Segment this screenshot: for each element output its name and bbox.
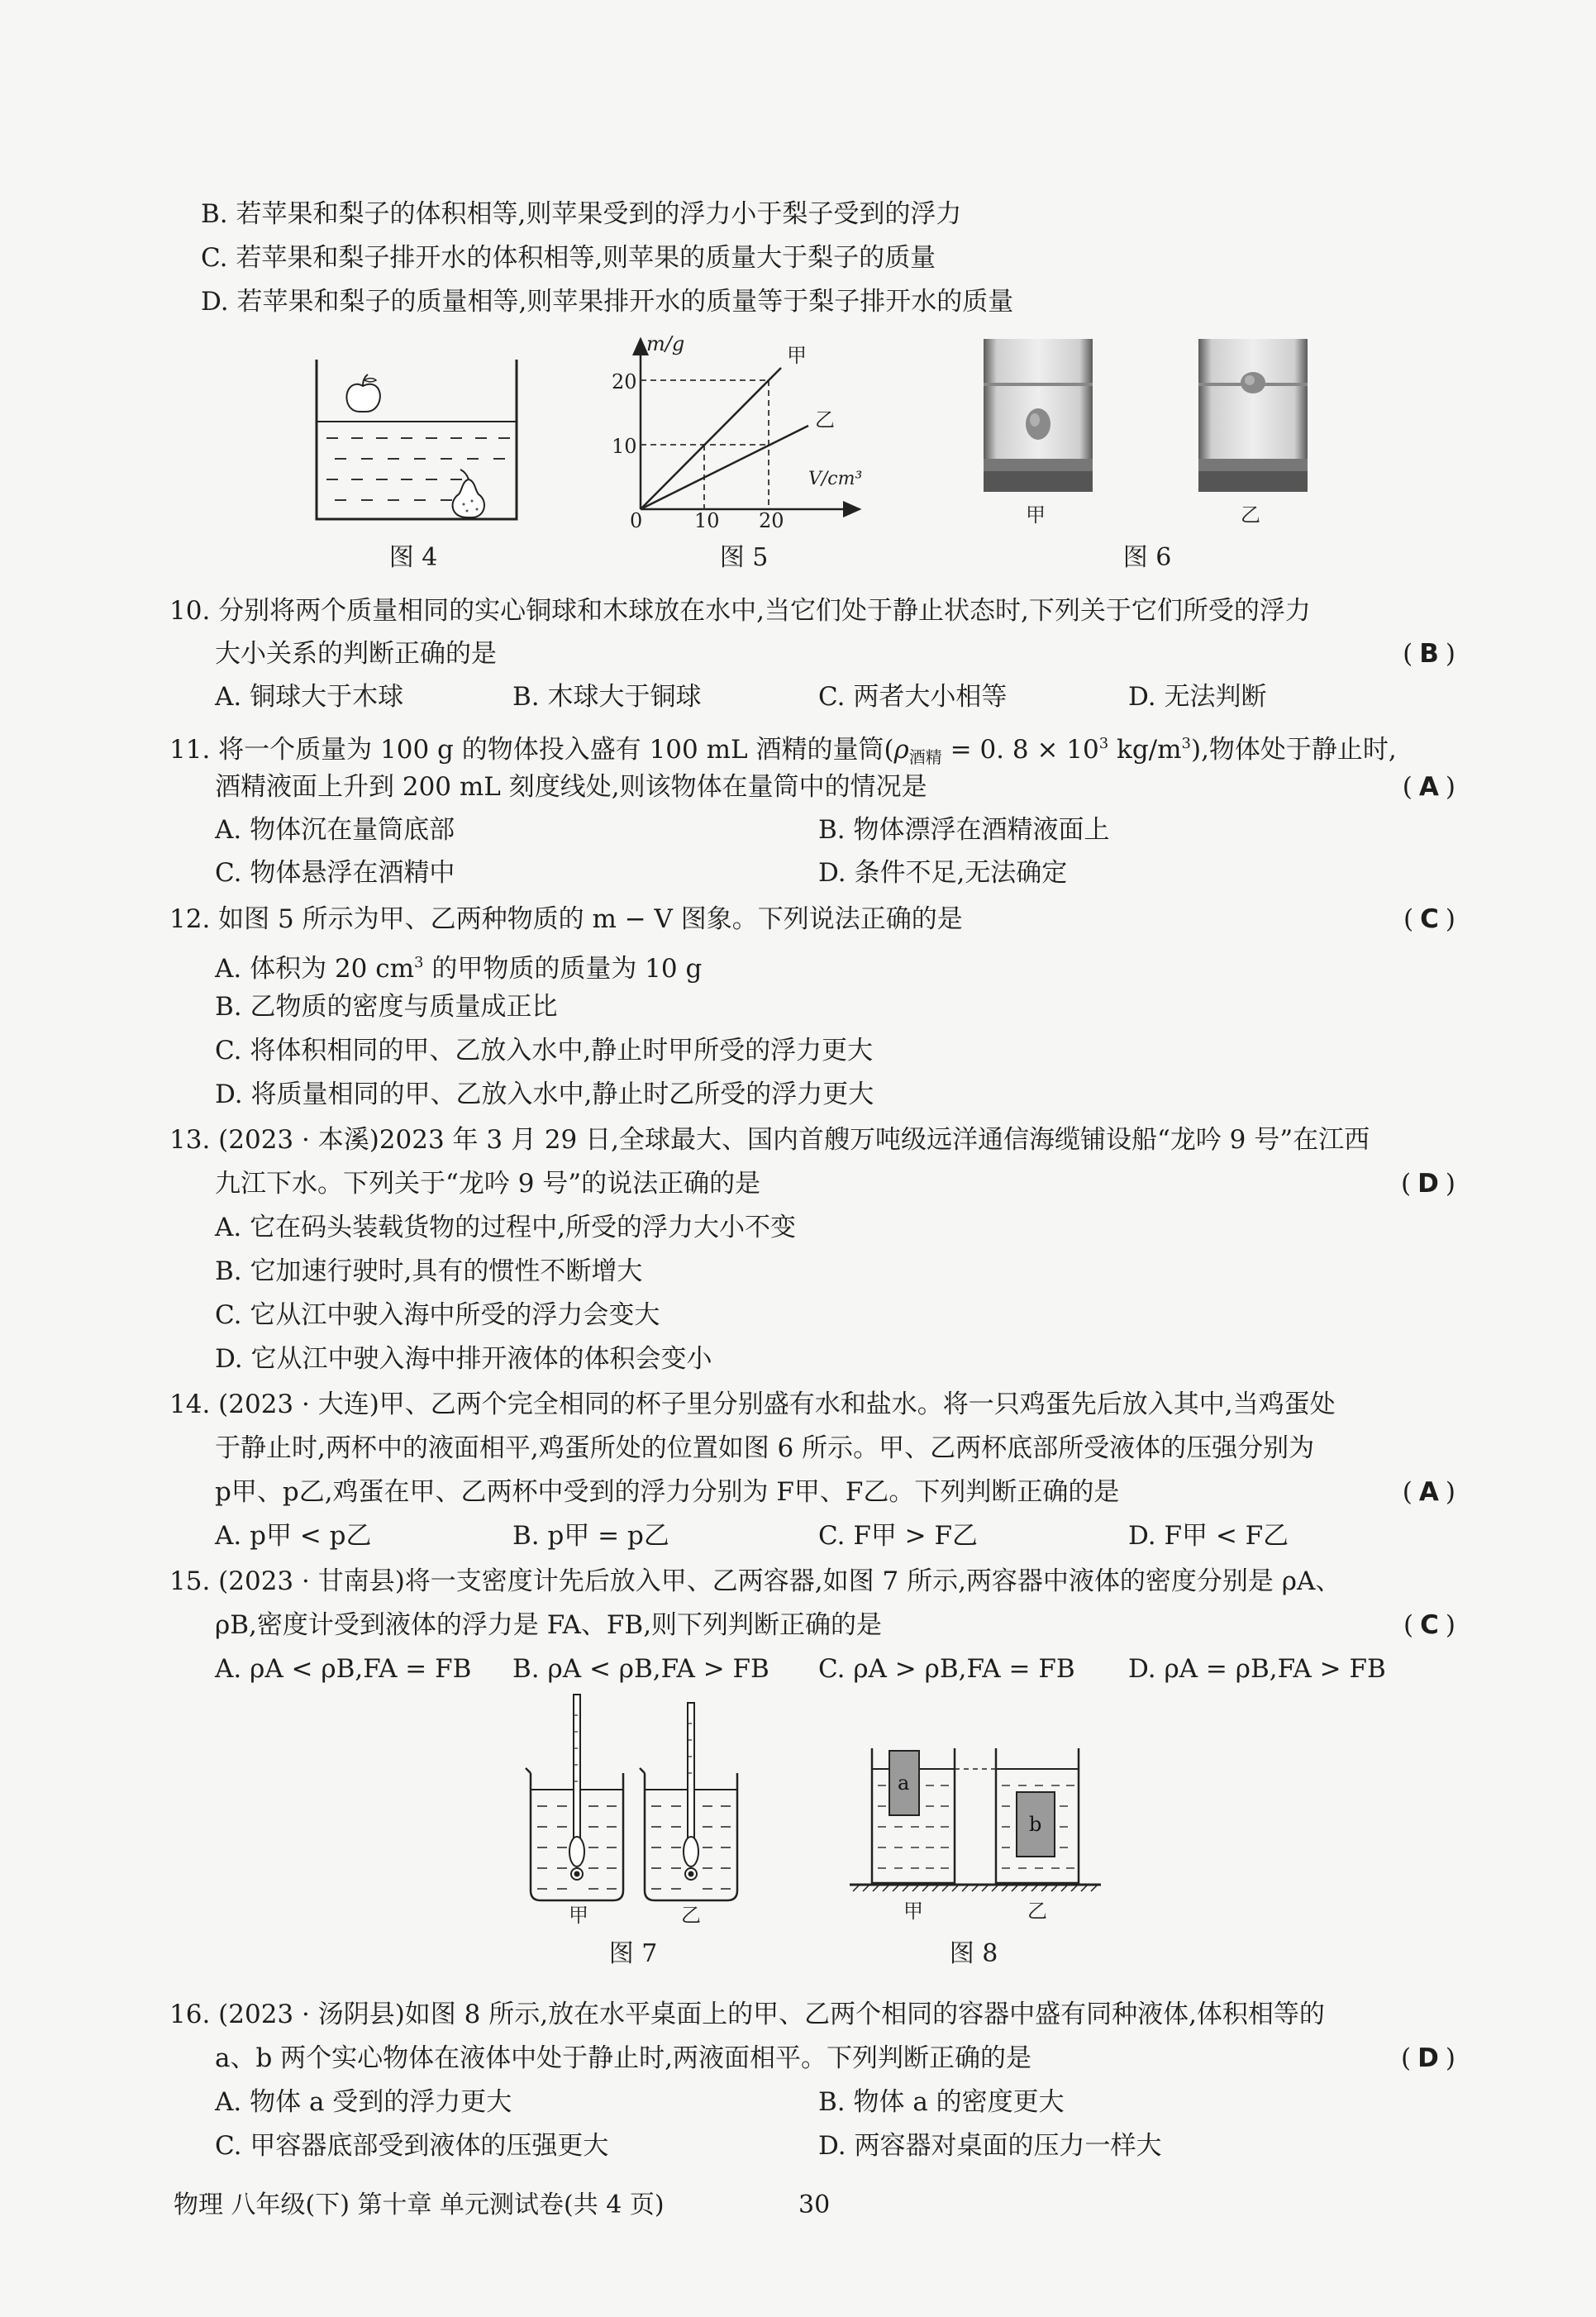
q16-stem-1: 16. (2023 · 汤阴县)如图 8 所示,放在水平桌面上的甲、乙两个相同的容器中盛有同种液体,体积相等的: [169, 2000, 1325, 2029]
q10-option-b: B. 木球大于铜球: [512, 682, 702, 712]
beaker-yi: [640, 1703, 737, 1900]
q15-stem-2: ρB,密度计受到液体的浮力是 FA、FB,则下列判断正确的是: [215, 1610, 883, 1640]
q14-option-b: B. p甲 = p乙: [512, 1521, 669, 1551]
q9-option-d: D. 若苹果和梨子的质量相等,则苹果排开水的质量等于梨子排开水的质量: [201, 287, 1014, 317]
q12-option-a: A. 体积为 20 $cm^3$ 的甲物质的质量为 10 g: [215, 954, 703, 984]
q15-option-d: D. ρA = ρB,FA > FB: [1128, 1654, 1386, 1684]
figure-5-caption: 图 5: [719, 543, 769, 572]
series-yi-label: 乙: [815, 408, 835, 431]
q12-option-b: B. 乙物质的密度与质量成正比: [215, 992, 558, 1022]
q10-option-d: D. 无法判断: [1128, 682, 1267, 712]
q16-option-d: D. 两容器对桌面的压力一样大: [818, 2131, 1162, 2161]
y-axis-label: m/g: [646, 332, 685, 355]
q13-option-b: B. 它加速行驶时,具有的惯性不断增大: [215, 1256, 643, 1286]
beaker-jia: [526, 1695, 623, 1900]
container-yi-label: 乙: [1027, 1900, 1047, 1923]
glass-yi-label: 乙: [1241, 503, 1260, 527]
origin-label: 0: [630, 509, 643, 529]
q11-option-a: A. 物体沉在量筒底部: [215, 815, 455, 845]
q16-option-c: C. 甲容器底部受到液体的压强更大: [215, 2131, 609, 2161]
q12-option-c: C. 将体积相同的甲、乙放入水中,静止时甲所受的浮力更大: [215, 1036, 874, 1066]
pear-icon: [453, 470, 484, 517]
figure-7: [521, 1690, 752, 1926]
q14-stem-1: 14. (2023 · 大连)甲、乙两个完全相同的杯子里分别盛有水和盐水。将一只鸡蛋先后放入其中,当鸡蛋处: [169, 1390, 1336, 1419]
series-jia-line: [641, 368, 781, 509]
block-a-label: a: [898, 1771, 910, 1795]
q10-answer: ( B ): [1403, 639, 1455, 669]
series-yi-line: [641, 426, 808, 509]
x-axis-label: V/cm³: [808, 469, 863, 489]
q14-option-a: A. p甲 < p乙: [215, 1521, 372, 1551]
figure-6-caption: 图 6: [1122, 543, 1172, 572]
q16-stem-2: a、b 两个实心物体在液体中处于静止时,两液面相平。下列判断正确的是: [215, 2043, 1032, 2073]
q11-option-b: B. 物体漂浮在酒精液面上: [818, 815, 1110, 845]
q14-stem-3: p甲、p乙,鸡蛋在甲、乙两杯中受到的浮力分别为 F甲、F乙。下列判断正确的是: [215, 1477, 1120, 1507]
q10-option-c: C. 两者大小相等: [818, 682, 1008, 712]
beaker-yi-label: 乙: [681, 1904, 701, 1926]
q15-answer: ( C ): [1403, 1610, 1455, 1640]
glass-yi: [1198, 339, 1308, 492]
apple-icon: [346, 374, 379, 412]
q11-stem-1: 11. 将一个质量为 100 g 的物体投入盛有 100 mL 酒精的量筒($\rho_{酒精} = 0$. $8 \times 10^3$ $kg/m^3$),物体处于静止时,: [169, 735, 1397, 767]
q11-option-d: D. 条件不足,无法确定: [818, 858, 1068, 888]
q13-option-d: D. 它从江中驶入海中排开液体的体积会变小: [215, 1344, 712, 1374]
figure-7-caption: 图 7: [608, 1939, 658, 1968]
x-tick-10: 10: [694, 509, 720, 529]
q13-option-a: A. 它在码头装载货物的过程中,所受的浮力大小不变: [215, 1213, 796, 1242]
q15-option-a: A. ρA < ρB,FA = FB: [215, 1654, 472, 1684]
q11-answer: ( A ): [1402, 772, 1455, 802]
figure-8-caption: 图 8: [949, 1939, 998, 1968]
q12-answer: ( C ): [1403, 904, 1455, 934]
q14-option-c: C. F甲 > F乙: [818, 1521, 979, 1551]
page-number: 30: [798, 2191, 831, 2219]
block-b-label: b: [1029, 1813, 1042, 1836]
y-tick-20: 20: [612, 370, 637, 393]
q12-option-d: D. 将质量相同的甲、乙放入水中,静止时乙所受的浮力更大: [215, 1080, 874, 1109]
q16-option-b: B. 物体 a 的密度更大: [818, 2087, 1065, 2117]
q15-option-c: C. ρA > ρB,FA = FB: [818, 1654, 1075, 1684]
figure-8: [843, 1744, 1108, 1926]
q10-stem-1: 10. 分别将两个质量相同的实心铜球和木球放在水中,当它们处于静止状态时,下列关于它们所受的浮力: [169, 596, 1311, 626]
figure-6-photos: [979, 335, 1318, 533]
q14-answer: ( A ): [1402, 1477, 1455, 1507]
container-jia: [872, 1748, 955, 1883]
q14-option-d: D. F甲 < F乙: [1128, 1521, 1289, 1551]
figure-4-caption: 图 4: [388, 543, 438, 572]
container-jia-label: 甲: [903, 1900, 923, 1923]
q13-option-c: C. 它从江中驶入海中所受的浮力会变大: [215, 1300, 660, 1330]
x-tick-20: 20: [759, 509, 784, 529]
q10-stem-2: 大小关系的判断正确的是: [215, 639, 497, 669]
series-jia-label: 甲: [787, 344, 807, 367]
q16-answer: ( D ): [1401, 2043, 1455, 2073]
q15-option-b: B. ρA < ρB,FA > FB: [512, 1654, 769, 1684]
y-tick-10: 10: [612, 435, 637, 458]
figure-5-graph: [603, 331, 876, 529]
q9-option-c: C. 若苹果和梨子排开水的体积相等,则苹果的质量大于梨子的质量: [201, 243, 936, 273]
beaker-jia-label: 甲: [569, 1904, 588, 1926]
q14-stem-2: 于静止时,两杯中的液面相平,鸡蛋所处的位置如图 6 所示。甲、乙两杯底部所受液体的压强分别为: [215, 1433, 1315, 1463]
glass-jia: [984, 339, 1093, 492]
glass-jia-label: 甲: [1026, 503, 1046, 527]
q16-option-a: A. 物体 a 受到的浮力更大: [215, 2087, 512, 2117]
q11-option-c: C. 物体悬浮在酒精中: [215, 858, 455, 888]
q12-stem-1: 12. 如图 5 所示为甲、乙两种物质的 m − V 图象。下列说法正确的是: [169, 904, 963, 934]
footer-course-info: 物理 八年级(下) 第十章 单元测试卷(共 4 页): [174, 2191, 665, 2219]
q13-stem-2: 九江下水。下列关于“龙吟 9 号”的说法正确的是: [215, 1169, 761, 1199]
figure-4: [310, 355, 525, 525]
q13-stem-1: 13. (2023 · 本溪)2023 年 3 月 29 日,全球最大、国内首艘万吨级远洋通信海缆铺设船“龙吟 9 号”在江西: [169, 1125, 1370, 1155]
q13-answer: ( D ): [1401, 1169, 1455, 1199]
q11-stem-2: 酒精液面上升到 200 mL 刻度线处,则该物体在量筒中的情况是: [215, 772, 927, 802]
q9-option-b: B. 若苹果和梨子的体积相等,则苹果受到的浮力小于梨子受到的浮力: [201, 199, 962, 229]
q10-option-a: A. 铜球大于木球: [215, 682, 404, 712]
q15-stem-1: 15. (2023 · 甘南县)将一支密度计先后放入甲、乙两容器,如图 7 所示,两容器中液体的密度分别是 ρA、: [169, 1566, 1341, 1596]
